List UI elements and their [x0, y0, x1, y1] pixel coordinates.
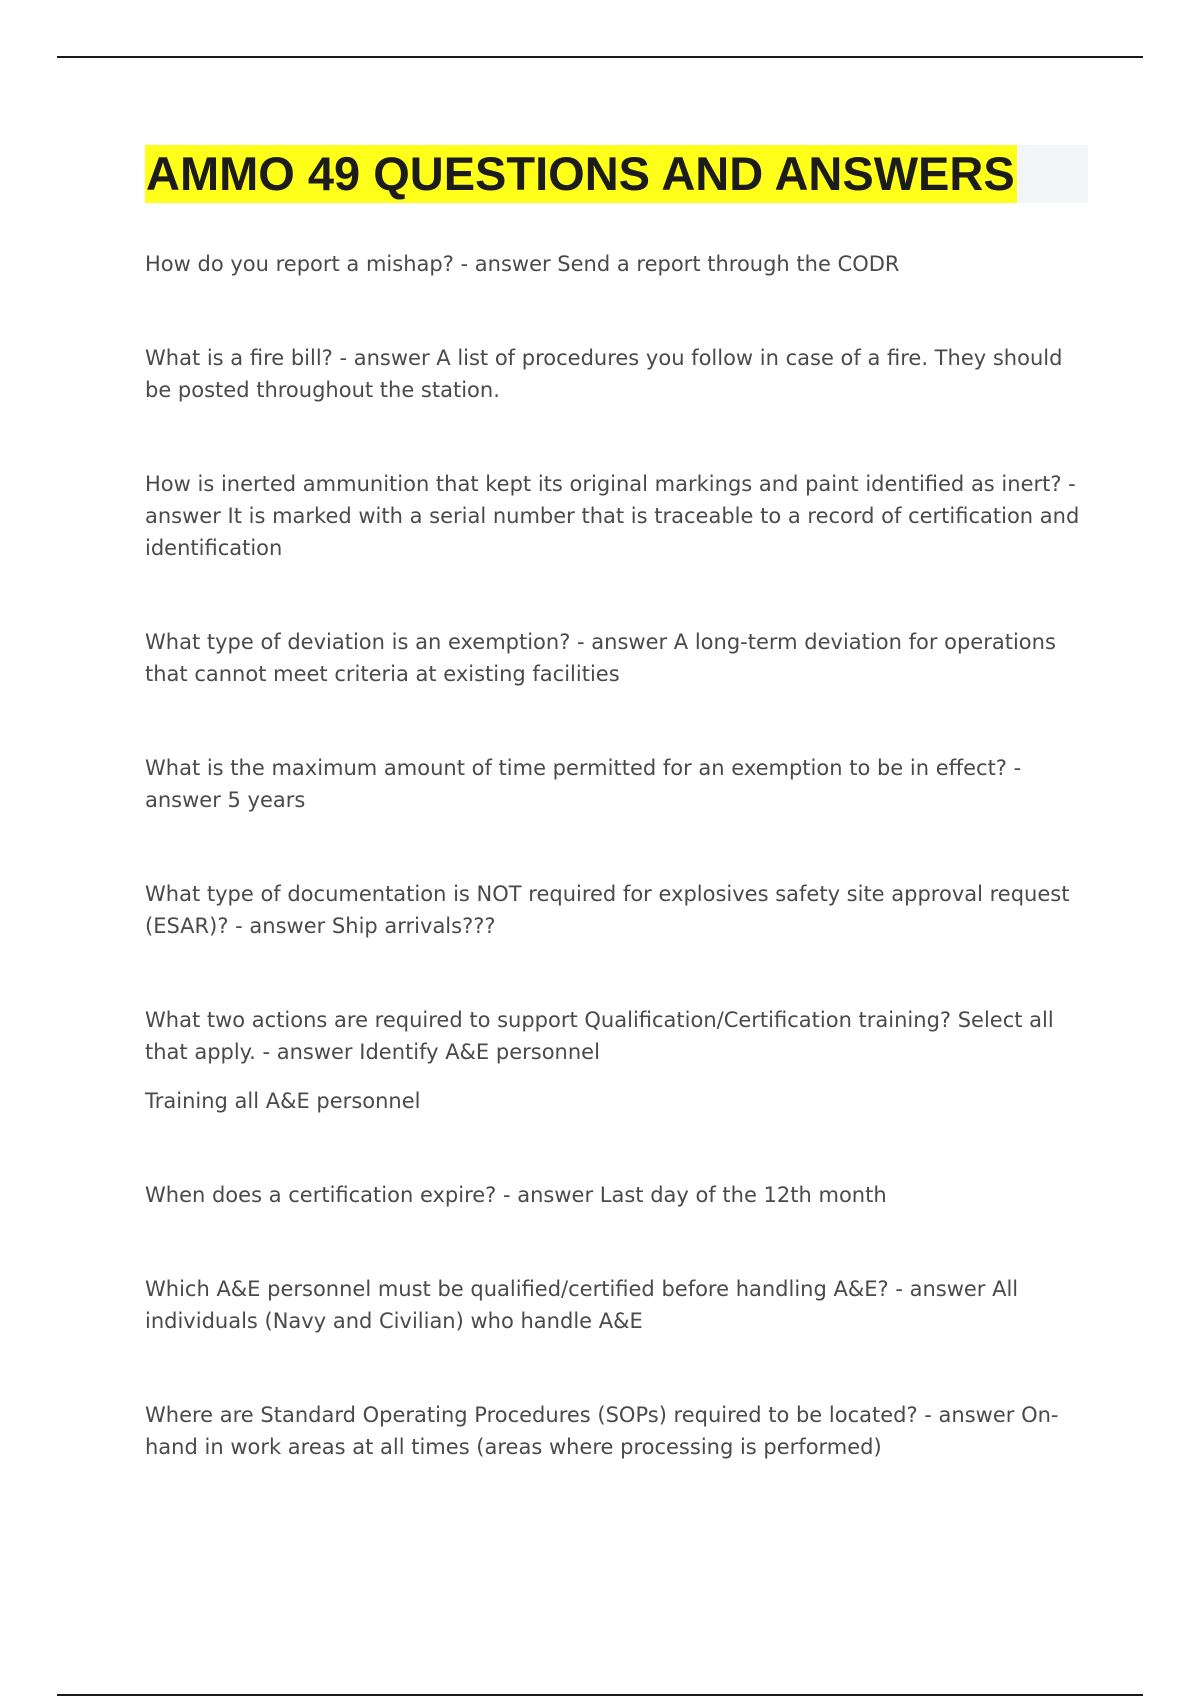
- qa-item: [145, 1179, 1090, 1211]
- qa-item: [145, 1399, 1090, 1463]
- qa-text: What is the maximum amount of time permitted for an exemption to be in effect? - answer 5 years: [145, 756, 1022, 812]
- qa-item: [145, 1273, 1090, 1337]
- qa-item: [145, 878, 1090, 942]
- qa-text: How is inerted ammunition that kept its original markings and paint identified as inert? - answer It is marked with a serial number that is traceable to a record of certification and identification: [145, 472, 1080, 560]
- qa-text: What type of deviation is an exemption? - answer A long-term deviation for operations that cannot meet criteria at existing facilities: [145, 630, 1056, 686]
- qa-text: What type of documentation is NOT required for explosives safety site approval request (ESAR)? - answer Ship arrivals???: [145, 882, 1070, 938]
- qa-list: [145, 248, 1090, 1525]
- top-rule: [57, 56, 1143, 58]
- qa-text: Where are Standard Operating Procedures (SOPs) required to be located? - answer On-hand in work areas at all times (areas where processing is performed): [145, 1403, 1059, 1459]
- qa-item: [145, 342, 1090, 406]
- qa-item: [145, 468, 1090, 564]
- qa-text: How do you report a mishap? - answer Send a report through the CODR: [145, 252, 900, 276]
- qa-item: [145, 752, 1090, 816]
- qa-text: When does a certification expire? - answer Last day of the 12th month: [145, 1183, 887, 1207]
- qa-text: What two actions are required to support Qualification/Certification training? Select all that apply. - answer Identify A&E personnel: [145, 1008, 1054, 1064]
- qa-item: [145, 248, 1090, 280]
- document-title: AMMO 49 QUESTIONS AND ANSWERS: [145, 145, 1017, 203]
- title-block: [145, 145, 1088, 203]
- qa-item: [145, 1004, 1090, 1117]
- qa-text: Which A&E personnel must be qualified/certified before handling A&E? - answer All individuals (Navy and Civilian) who handle A&E: [145, 1277, 1019, 1333]
- bottom-rule: [57, 1694, 1143, 1696]
- qa-text: What is a fire bill? - answer A list of procedures you follow in case of a fire. They should be posted throughout the station.: [145, 346, 1063, 402]
- qa-extra-text: Training all A&E personnel: [145, 1089, 421, 1113]
- qa-item: [145, 626, 1090, 690]
